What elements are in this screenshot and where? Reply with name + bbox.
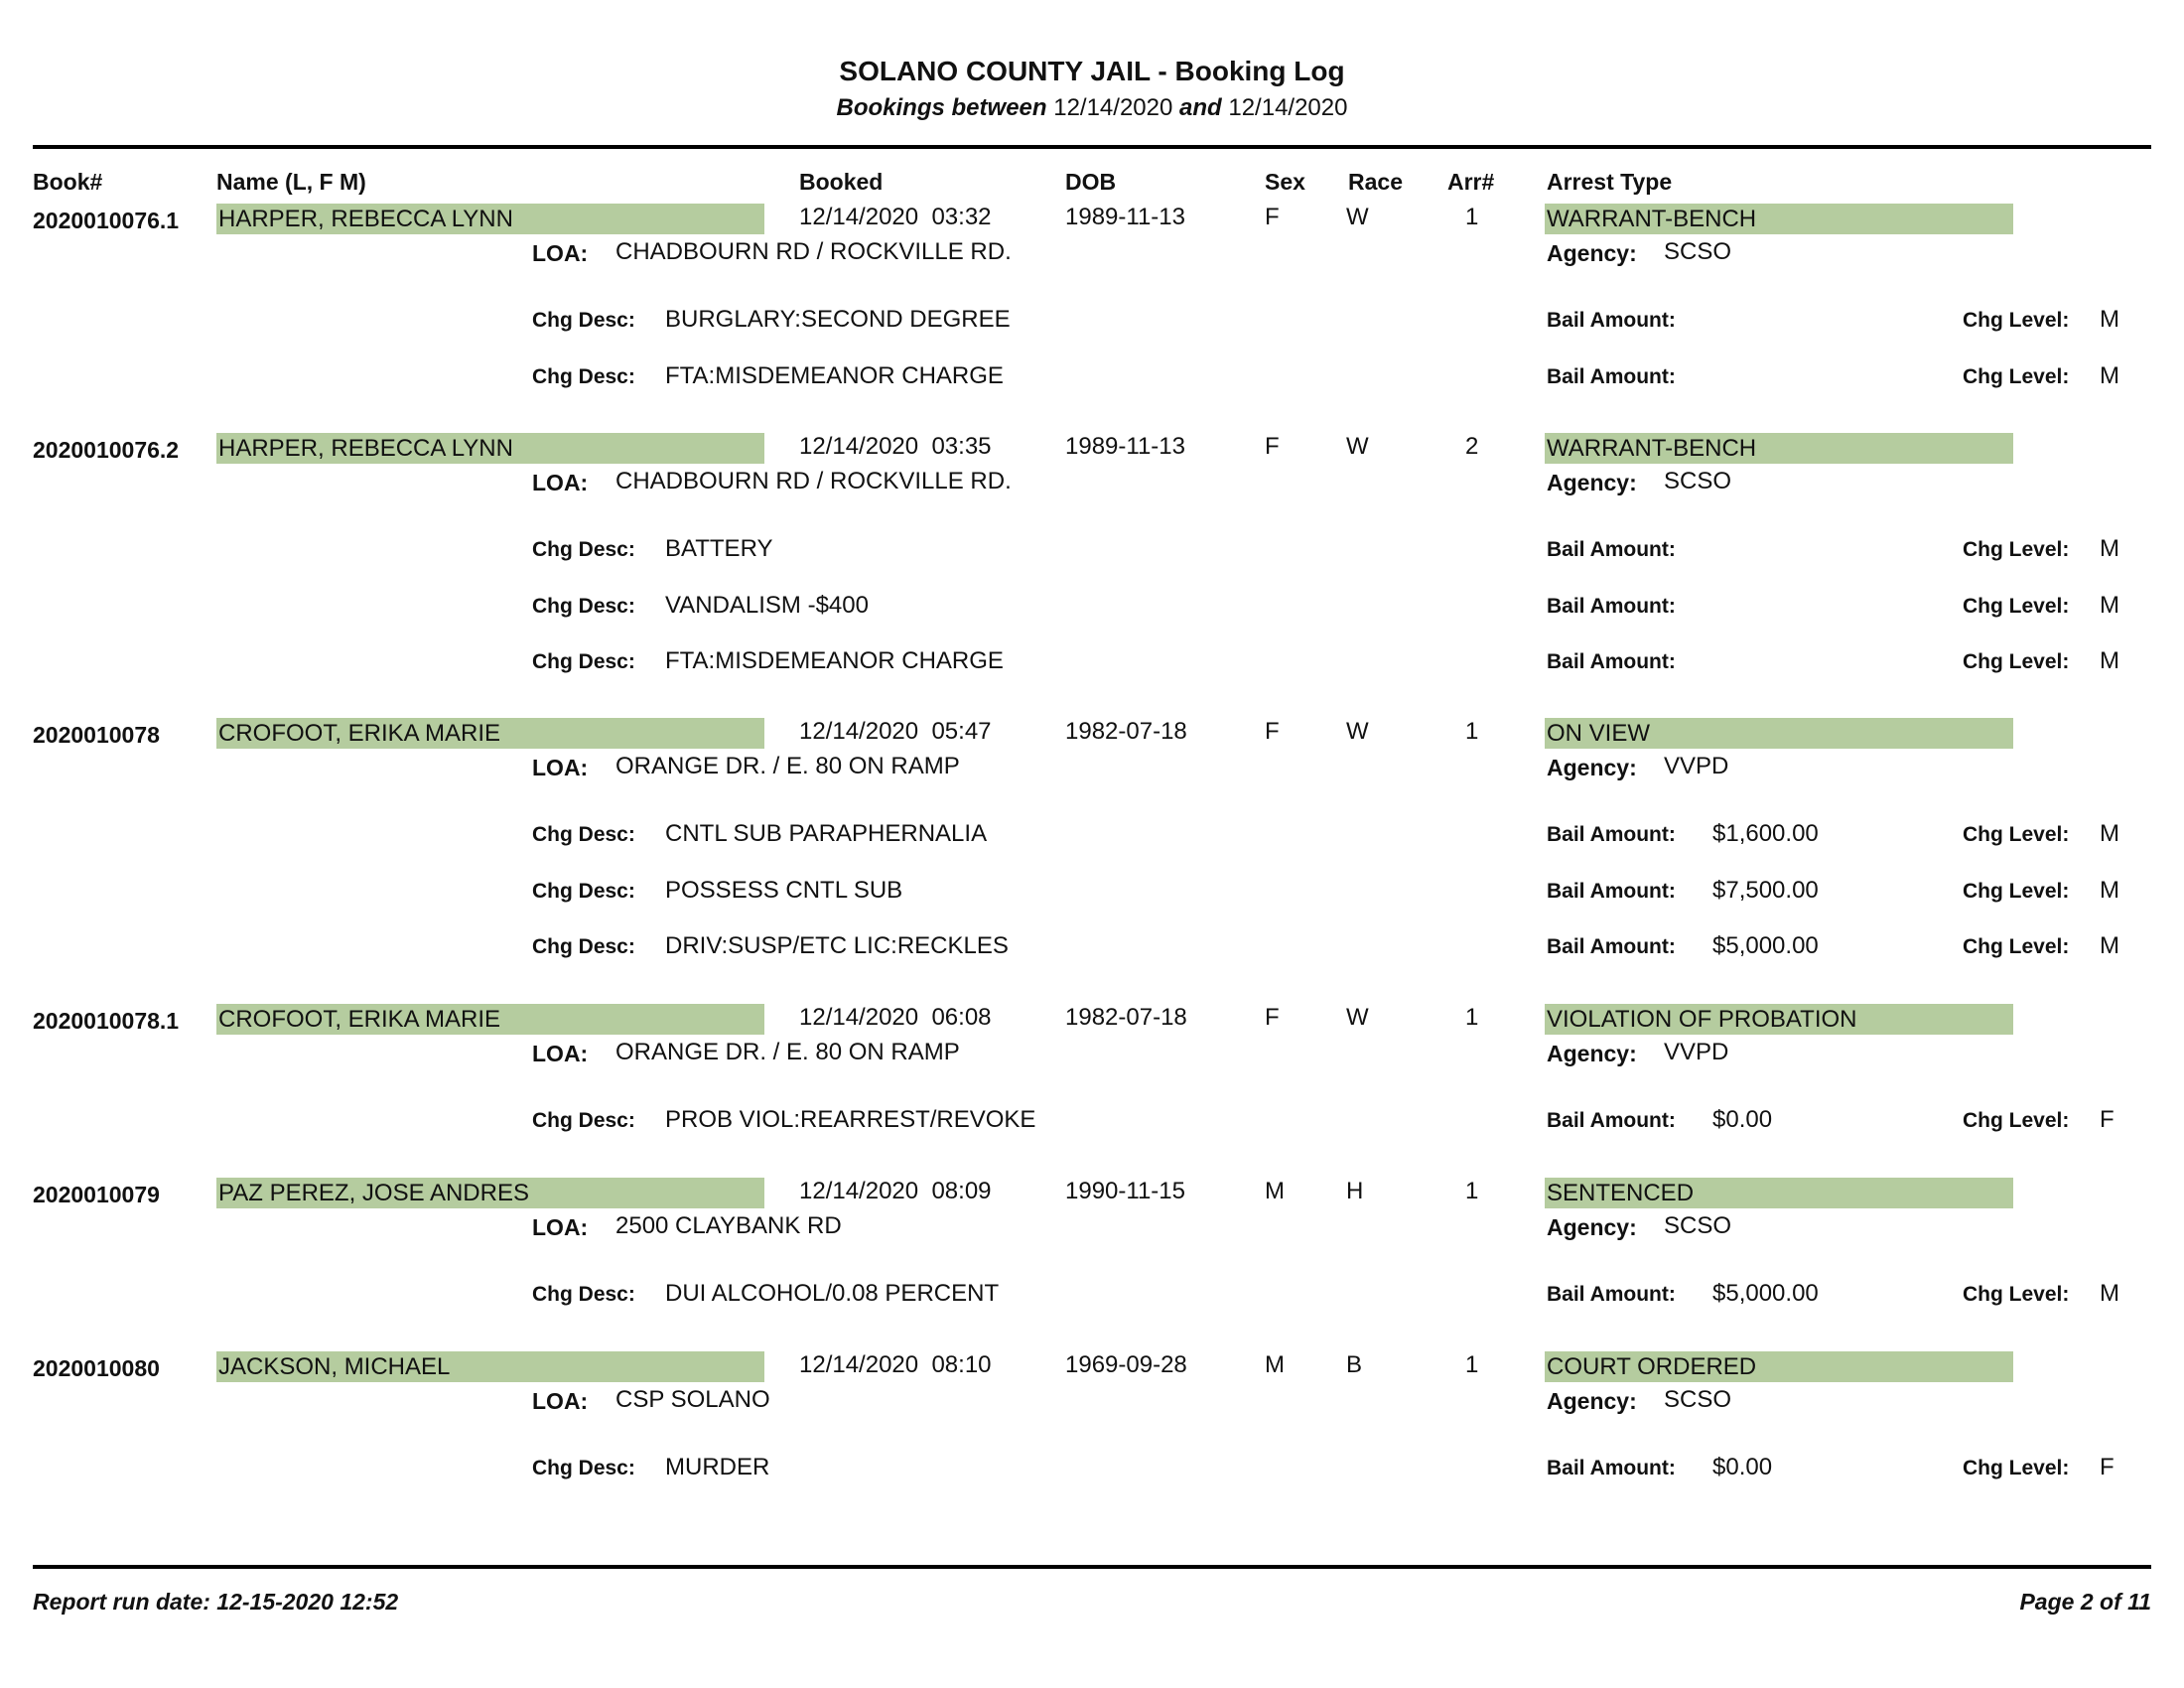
agency-value: SCSO <box>1664 468 1732 494</box>
arrest-type: WARRANT-BENCH <box>1545 433 2013 464</box>
booked-datetime: 12/14/2020 08:10 <box>799 1351 992 1378</box>
inmate-name: HARPER, REBECCA LYNN <box>216 433 764 464</box>
chg-level-label: Chg Level: <box>1963 880 2070 903</box>
subtitle-prefix: Bookings between <box>836 94 1047 121</box>
bail-amount: $5,000.00 <box>1712 932 1819 959</box>
chg-desc-label: Chg Desc: <box>532 650 635 673</box>
arrest-type: SENTENCED <box>1545 1178 2013 1208</box>
footer-rule <box>33 1565 2151 1569</box>
bail-amount-label: Bail Amount: <box>1547 823 1676 846</box>
book-number: 2020010076.1 <box>33 208 180 233</box>
chg-desc-label: Chg Desc: <box>532 1457 635 1479</box>
bail-amount-label: Bail Amount: <box>1547 935 1676 958</box>
col-booked: Booked <box>799 169 884 195</box>
bail-amount-label: Bail Amount: <box>1547 365 1676 388</box>
charge-level: M <box>2100 592 2119 619</box>
inmate-name: PAZ PEREZ, JOSE ANDRES <box>216 1178 764 1208</box>
chg-desc-label: Chg Desc: <box>532 823 635 846</box>
col-race: Race <box>1348 169 1403 195</box>
agency-value: SCSO <box>1664 1212 1732 1239</box>
agency-value: VVPD <box>1664 1039 1729 1065</box>
loa-label: LOA: <box>532 470 589 495</box>
chg-level-label: Chg Level: <box>1963 1457 2070 1479</box>
charge-level: M <box>2100 1280 2119 1307</box>
chg-desc-label: Chg Desc: <box>532 309 635 332</box>
bail-amount: $5,000.00 <box>1712 1280 1819 1307</box>
booked-datetime: 12/14/2020 05:47 <box>799 718 992 745</box>
charge-level: F <box>2100 1454 2115 1480</box>
charge-description: FTA:MISDEMEANOR CHARGE <box>665 647 1004 674</box>
bail-amount-label: Bail Amount: <box>1547 880 1676 903</box>
race: B <box>1346 1351 1363 1378</box>
arrest-type: COURT ORDERED <box>1545 1351 2013 1382</box>
charge-level: M <box>2100 647 2119 674</box>
charge-description: PROB VIOL:REARREST/REVOKE <box>665 1106 1036 1133</box>
booked-datetime: 12/14/2020 06:08 <box>799 1004 992 1031</box>
race: W <box>1346 1004 1369 1031</box>
chg-level-label: Chg Level: <box>1963 823 2070 846</box>
dob: 1990-11-15 <box>1065 1178 1185 1204</box>
book-number: 2020010078.1 <box>33 1008 180 1034</box>
chg-desc-label: Chg Desc: <box>532 595 635 618</box>
charge-description: DRIV:SUSP/ETC LIC:RECKLES <box>665 932 1009 959</box>
bail-amount-label: Bail Amount: <box>1547 538 1676 561</box>
bail-amount-label: Bail Amount: <box>1547 1283 1676 1306</box>
sex: F <box>1265 204 1280 230</box>
agency-value: SCSO <box>1664 238 1732 265</box>
agency-label: Agency: <box>1547 1214 1637 1240</box>
charge-description: CNTL SUB PARAPHERNALIA <box>665 820 988 847</box>
book-number: 2020010079 <box>33 1182 160 1207</box>
charge-level: F <box>2100 1106 2115 1133</box>
loa-value: ORANGE DR. / E. 80 ON RAMP <box>615 1039 960 1065</box>
agency-label: Agency: <box>1547 755 1637 780</box>
sex: F <box>1265 433 1280 460</box>
charge-description: BATTERY <box>665 535 773 562</box>
col-arr: Arr# <box>1447 169 1495 195</box>
charge-level: M <box>2100 877 2119 904</box>
dob: 1989-11-13 <box>1065 204 1185 230</box>
sex: M <box>1265 1178 1285 1204</box>
arrest-number: 1 <box>1465 204 1479 230</box>
arrest-number: 1 <box>1465 1351 1479 1378</box>
sex: F <box>1265 1004 1280 1031</box>
report-title: SOLANO COUNTY JAIL - Booking Log <box>839 56 1345 86</box>
col-sex: Sex <box>1265 169 1305 195</box>
dob: 1989-11-13 <box>1065 433 1185 460</box>
book-number: 2020010076.2 <box>33 437 180 463</box>
dob: 1969-09-28 <box>1065 1351 1187 1378</box>
arrest-number: 1 <box>1465 1004 1479 1031</box>
dob: 1982-07-18 <box>1065 1004 1187 1031</box>
charge-description: BURGLARY:SECOND DEGREE <box>665 306 1011 333</box>
race: W <box>1346 718 1369 745</box>
charge-level: M <box>2100 820 2119 847</box>
race: H <box>1346 1178 1364 1204</box>
col-name: Name (L, F M) <box>216 169 366 195</box>
chg-desc-label: Chg Desc: <box>532 935 635 958</box>
agency-label: Agency: <box>1547 1388 1637 1414</box>
col-arrest-type: Arrest Type <box>1547 169 1673 195</box>
sex: M <box>1265 1351 1285 1378</box>
chg-level-label: Chg Level: <box>1963 365 2070 388</box>
booked-datetime: 12/14/2020 03:32 <box>799 204 992 230</box>
bail-amount: $0.00 <box>1712 1454 1773 1480</box>
arrest-number: 2 <box>1465 433 1479 460</box>
charge-description: POSSESS CNTL SUB <box>665 877 903 904</box>
chg-desc-label: Chg Desc: <box>532 1109 635 1132</box>
loa-label: LOA: <box>532 1214 589 1240</box>
page-number: Page 2 of 11 <box>2019 1589 2151 1615</box>
inmate-name: CROFOOT, ERIKA MARIE <box>216 1004 764 1035</box>
loa-value: CSP SOLANO <box>615 1386 770 1413</box>
report-subtitle <box>0 94 2184 122</box>
book-number: 2020010078 <box>33 722 160 748</box>
inmate-name: JACKSON, MICHAEL <box>216 1351 764 1382</box>
chg-desc-label: Chg Desc: <box>532 538 635 561</box>
race: W <box>1346 433 1369 460</box>
arrest-number: 1 <box>1465 718 1479 745</box>
col-dob: DOB <box>1065 169 1117 195</box>
agency-label: Agency: <box>1547 1041 1637 1066</box>
chg-level-label: Chg Level: <box>1963 309 2070 332</box>
chg-desc-label: Chg Desc: <box>532 880 635 903</box>
charge-description: FTA:MISDEMEANOR CHARGE <box>665 362 1004 389</box>
charge-level: M <box>2100 932 2119 959</box>
col-book: Book# <box>33 169 103 195</box>
bail-amount-label: Bail Amount: <box>1547 309 1676 332</box>
report-run-date: Report run date: 12-15-2020 12:52 <box>33 1589 399 1615</box>
bail-amount: $1,600.00 <box>1712 820 1819 847</box>
bail-amount-label: Bail Amount: <box>1547 1109 1676 1132</box>
loa-label: LOA: <box>532 1041 589 1066</box>
chg-level-label: Chg Level: <box>1963 1283 2070 1306</box>
arrest-number: 1 <box>1465 1178 1479 1204</box>
charge-description: MURDER <box>665 1454 770 1480</box>
race: W <box>1346 204 1369 230</box>
agency-value: SCSO <box>1664 1386 1732 1413</box>
chg-desc-label: Chg Desc: <box>532 365 635 388</box>
loa-value: CHADBOURN RD / ROCKVILLE RD. <box>615 238 1012 265</box>
booked-datetime: 12/14/2020 08:09 <box>799 1178 992 1204</box>
agency-label: Agency: <box>1547 240 1637 266</box>
arrest-type: WARRANT-BENCH <box>1545 204 2013 234</box>
arrest-type: VIOLATION OF PROBATION <box>1545 1004 2013 1035</box>
agency-value: VVPD <box>1664 753 1729 779</box>
header-rule <box>33 145 2151 149</box>
bail-amount-label: Bail Amount: <box>1547 595 1676 618</box>
bail-amount-label: Bail Amount: <box>1547 650 1676 673</box>
loa-value: ORANGE DR. / E. 80 ON RAMP <box>615 753 960 779</box>
charge-description: VANDALISM -$400 <box>665 592 869 619</box>
bail-amount: $7,500.00 <box>1712 877 1819 904</box>
dob: 1982-07-18 <box>1065 718 1187 745</box>
inmate-name: HARPER, REBECCA LYNN <box>216 204 764 234</box>
chg-desc-label: Chg Desc: <box>532 1283 635 1306</box>
subtitle-mid: and <box>1179 94 1222 121</box>
loa-label: LOA: <box>532 240 589 266</box>
loa-value: CHADBOURN RD / ROCKVILLE RD. <box>615 468 1012 494</box>
booked-datetime: 12/14/2020 03:35 <box>799 433 992 460</box>
charge-description: DUI ALCOHOL/0.08 PERCENT <box>665 1280 1000 1307</box>
arrest-type: ON VIEW <box>1545 718 2013 749</box>
chg-level-label: Chg Level: <box>1963 650 2070 673</box>
chg-level-label: Chg Level: <box>1963 595 2070 618</box>
charge-level: M <box>2100 306 2119 333</box>
chg-level-label: Chg Level: <box>1963 538 2070 561</box>
charge-level: M <box>2100 362 2119 389</box>
loa-label: LOA: <box>532 755 589 780</box>
inmate-name: CROFOOT, ERIKA MARIE <box>216 718 764 749</box>
chg-level-label: Chg Level: <box>1963 935 2070 958</box>
bail-amount: $0.00 <box>1712 1106 1773 1133</box>
sex: F <box>1265 718 1280 745</box>
chg-level-label: Chg Level: <box>1963 1109 2070 1132</box>
loa-value: 2500 CLAYBANK RD <box>615 1212 842 1239</box>
loa-label: LOA: <box>532 1388 589 1414</box>
bail-amount-label: Bail Amount: <box>1547 1457 1676 1479</box>
agency-label: Agency: <box>1547 470 1637 495</box>
charge-level: M <box>2100 535 2119 562</box>
book-number: 2020010080 <box>33 1355 160 1381</box>
date-to: 12/14/2020 <box>1228 94 1348 121</box>
date-from: 12/14/2020 <box>1053 94 1173 121</box>
